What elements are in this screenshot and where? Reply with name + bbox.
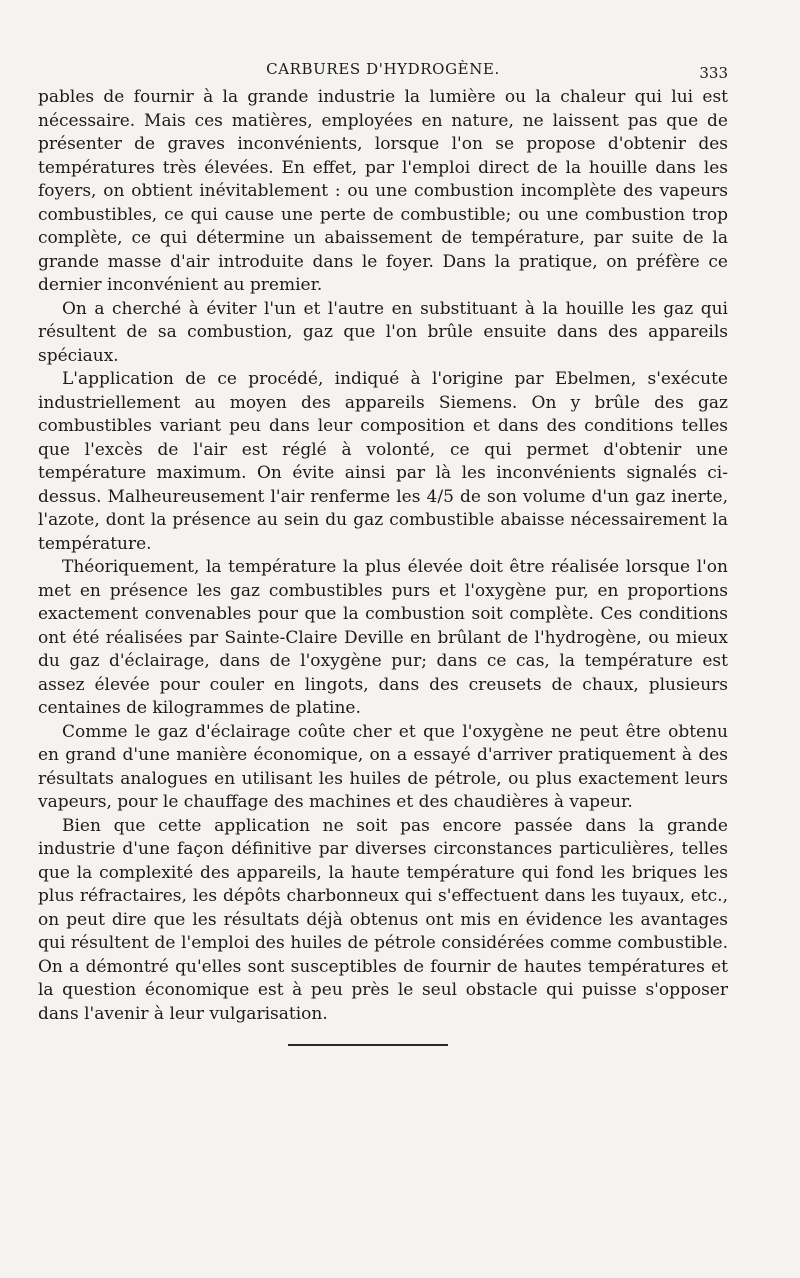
paragraph-5: Comme le gaz d'éclairage coûte cher et que l'oxygène ne peut être obtenu en grand d'une manière économique, on a essayé d'arriver pratiquement à des résultats analogues en utilisant les huiles de pétrole, ou plus exactement leurs vapeurs, pour le chauffage des machines et des chaudières à vapeur. [38,721,728,812]
paragraph-4: Théoriquement, la température la plus élevée doit être réalisée lorsque l'on met en présence les gaz combustibles purs et l'oxygène pur, en proportions exactement convenables pour que la combustion soit complète. Ces conditions ont été réalisées par Sainte-Claire Deville en brûlant de l'hydrogène, ou mieux du gaz d'éclairage, dans de l'oxygène pur; dans ce cas, la température est assez élevée pour couler en lingots, dans des creusets de chaux, plusieurs centaines de kilogrammes de platine. [38,557,728,718]
paragraph-3: L'application de ce procédé, indiqué à l'origine par Ebelmen, s'exécute industriellement au moyen des appareils Siemens. On y brûle des gaz combustibles variant peu dans leur composition et dans des conditions telles que l'excès de l'air est réglé à volonté, ce qui permet d'obtenir une température maximum. On évite ainsi par là les inconvénients signalés ci-dessus. Malheureusement l'air renferme les 4/5 de son volume d'un gaz inerte, l'azote, dont la présence au sein du gaz combustible abaisse nécessairement la température. [38,369,728,554]
chapter-title: CARBURES D'HYDROGÈNE. [266,60,500,78]
section-divider [288,1044,448,1046]
running-header [38,60,728,86]
body-text [38,86,728,1026]
page-number: 333 [699,64,728,82]
paragraph-1: pables de fournir à la grande industrie la lumière ou la chaleur qui lui est nécessaire. Mais ces matières, employées en nature, ne laissent pas que de présenter de graves inconvénients, lorsque l'on se propose d'obtenir des températures très élevées. En effet, par l'emploi direct de la houille dans les foyers, on obtient inévitablement : ou une combustion incomplète des vapeurs combustibles, ce qui cause une perte de combustible; ou une combustion trop complète, ce qui détermine un abaissement de température, par suite de la grande masse d'air introduite dans le foyer. Dans la pratique, on préfère ce dernier inconvénient au premier. [38,87,728,295]
paragraph-2: On a cherché à éviter l'un et l'autre en substituant à la houille les gaz qui résultent de sa combustion, gaz que l'on brûle ensuite dans des appareils spéciaux. [38,298,728,366]
paragraph-6: Bien que cette application ne soit pas encore passée dans la grande industrie d'une façon définitive par diverses circonstances particulières, telles que la complexité des appareils, la haute température qui fond les briques les plus réfractaires, les dépôts charbonneux qui s'effectuent dans les tuyaux, etc., on peut dire que les résultats déjà obtenus ont mis en évidence les avantages qui résultent de l'emploi des huiles de pétrole considérées comme combustible. On a démontré qu'elles sont susceptibles de fournir de hautes températures et la question économique est à peu près le seul obstacle qui puisse s'opposer dans l'avenir à leur vulgarisation. [38,815,728,1024]
